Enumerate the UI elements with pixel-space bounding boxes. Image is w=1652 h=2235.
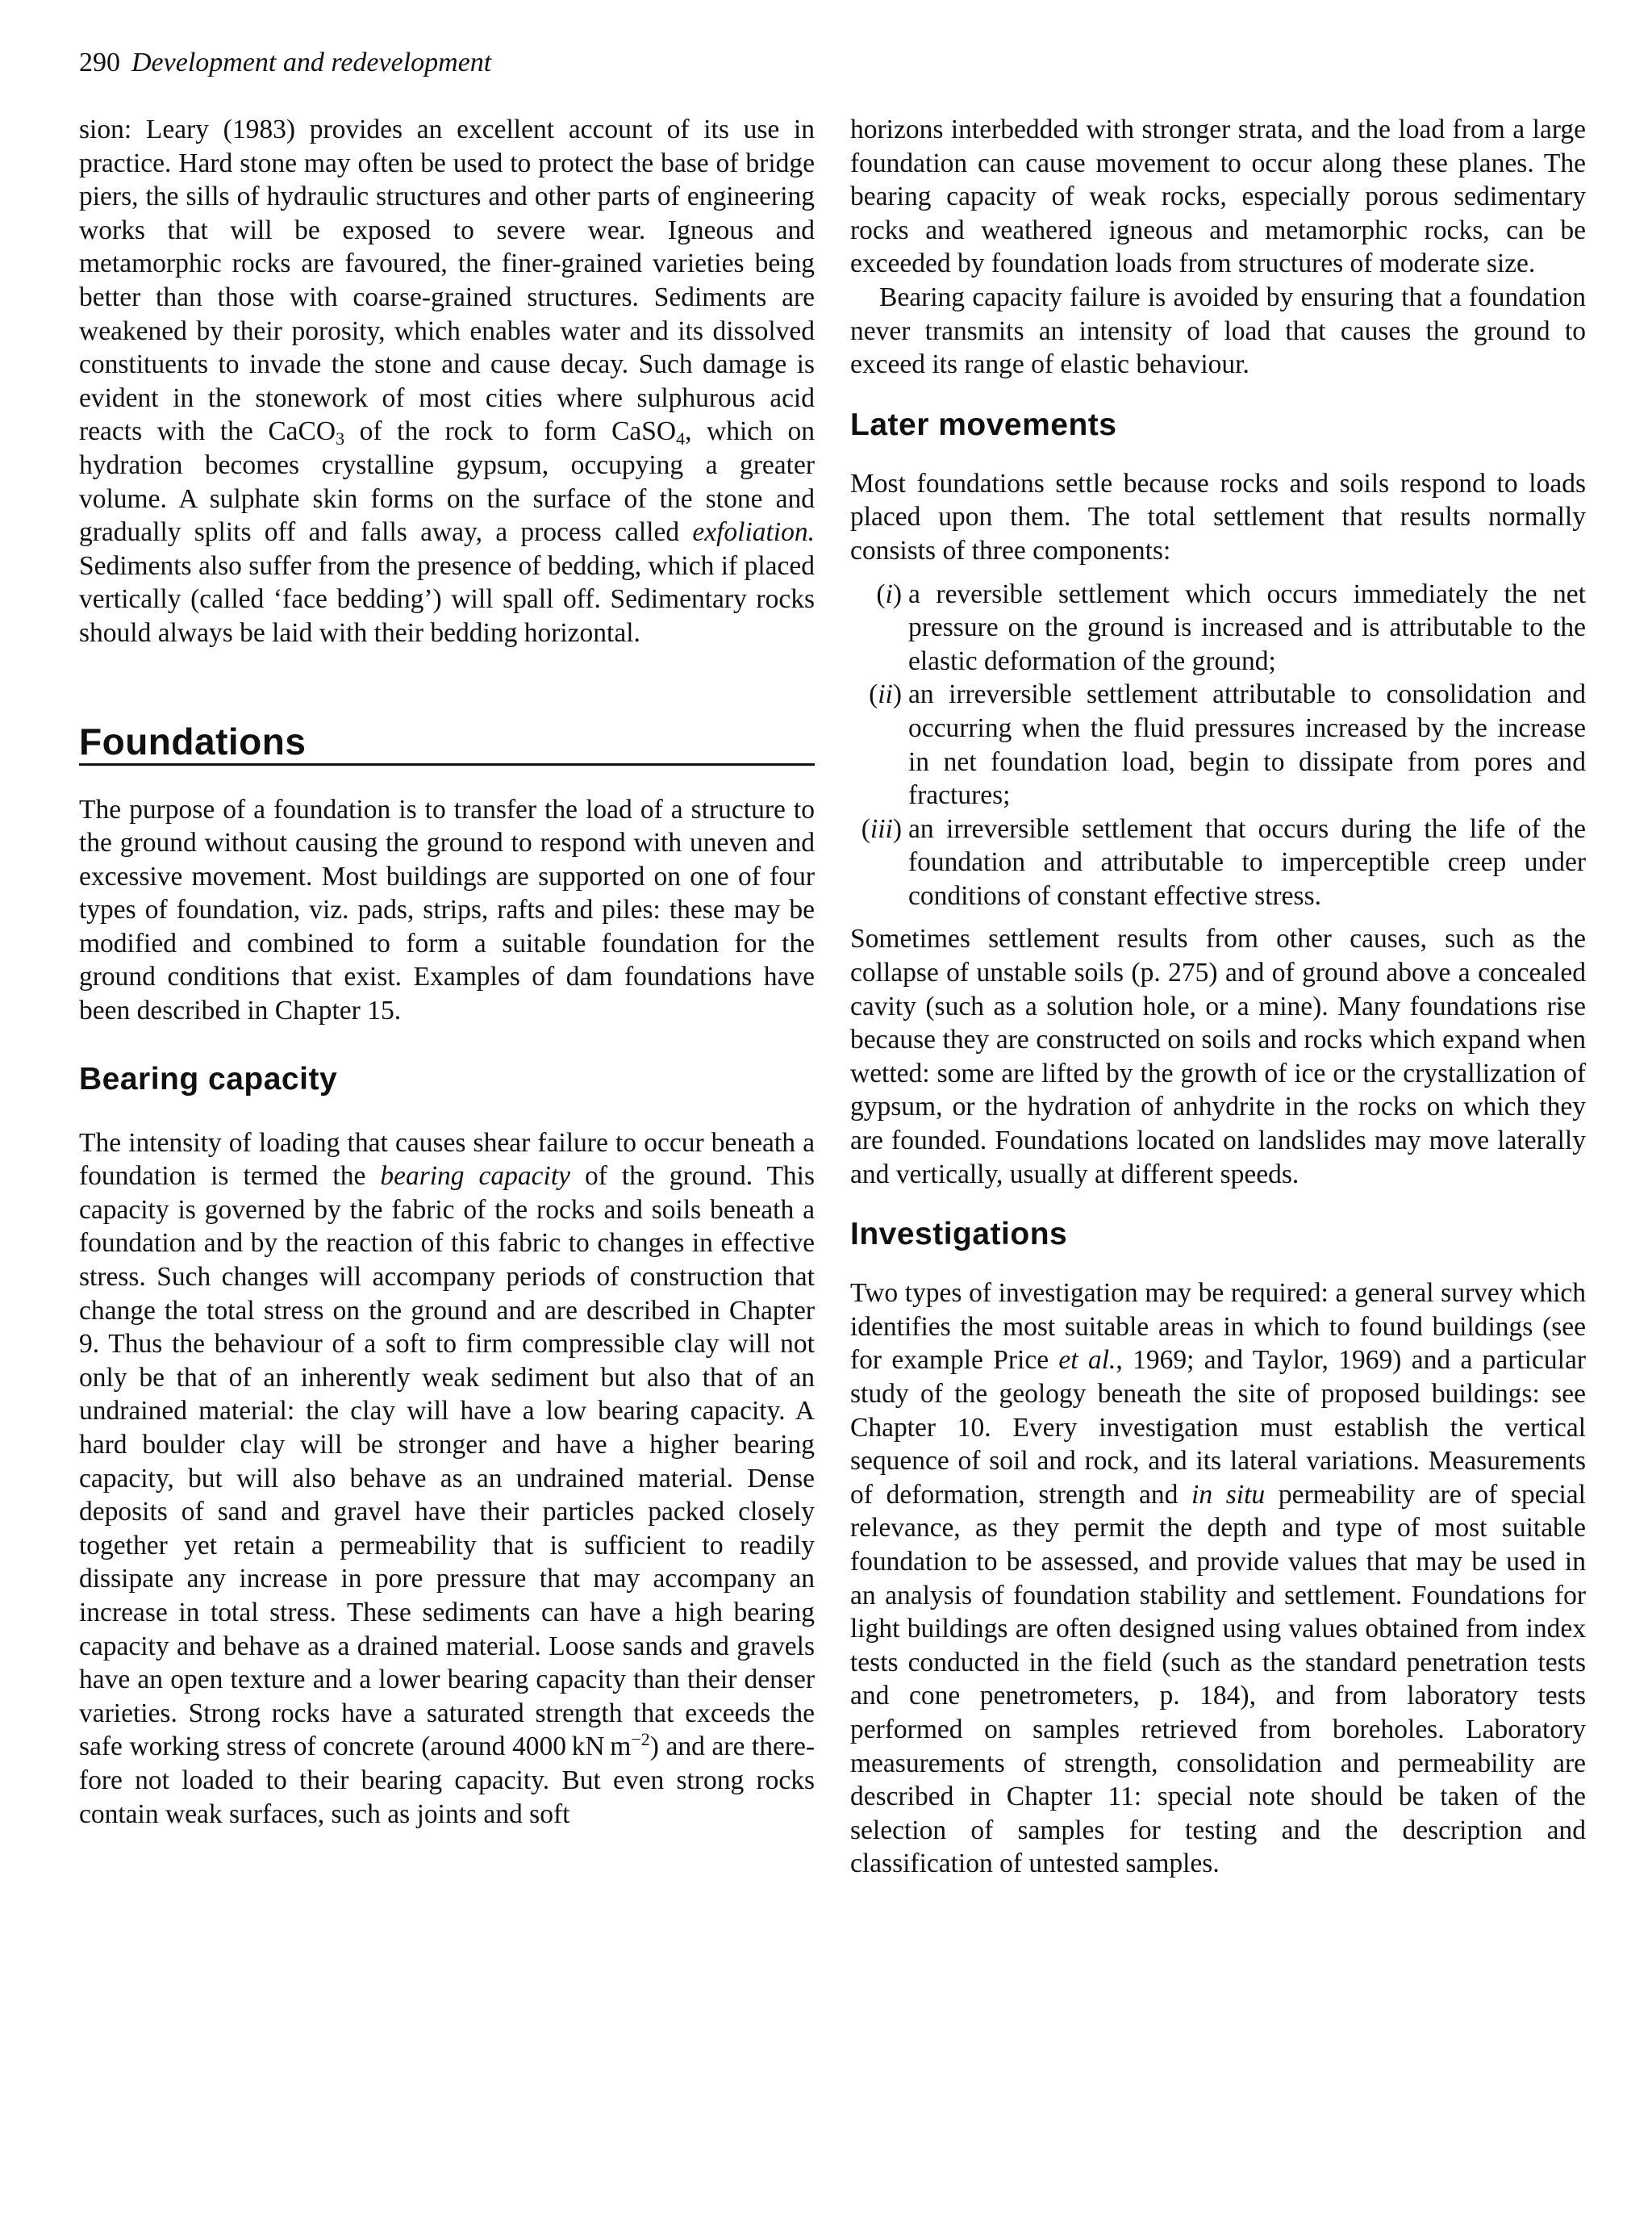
list-numeral: ii xyxy=(878,679,893,710)
text-span: , which on hydration becomes crystalline gypsum, occupying a greater volume. A sulphate skin forms on the surface of the stone and gradually splits off and falls away, a process called xyxy=(79,416,816,548)
superscript: −2 xyxy=(631,1729,650,1750)
paragraph-later-movements: Most foundations settle because rocks and soils respond to loads placed upon them. The total settlement that results normally consists of three components: xyxy=(850,468,1586,566)
list-item-text: a reversible settlement which occurs immediately the net pressure on the ground is increased and is attributable to the elastic deformation of the ground; xyxy=(908,579,1586,676)
page-number: 290 xyxy=(79,48,120,77)
text-span: permeability are of special relevance, as they permit the depth and type of most suitable foundation to be assessed, and provide values that may be used in an analysis of foundation stability and settlement. Foundations for light buildings are often designed using values obtained from index tests conducted in the field (such as the standard penetration tests and cone penetrometers, p. 184), and from laboratory tests performed on samples retrieved from boreholes. Laboratory measurements of strength, consolidation and permeability are described in Chapter 11: special note should be taken of the selection of samples for testing and the description and classification of untested samples. xyxy=(850,1479,1586,1879)
text-span: The intensity of loading that causes shear failure to occur beneath a foundation is termed the xyxy=(79,1127,815,1192)
text-span: sion: Leary (1983) provides an excellent account of its use in practice. Hard stone may often be used to protect the base of bridge piers, the sills of hydraulic structures and other parts of engineering works that will be exposed to severe wear. Igneous and metamorphic rocks are favoured, the finer-grained varieties being better than those with coarse-grained structures. Sediments are weakened by their porosity, which enables water and its dissolved constituents to invade the stone and cause decay. Such damage is evident in the stonework of most cities where sulphurous acid reacts with the CaCO xyxy=(79,115,815,447)
paragraph-bearing-capacity xyxy=(79,1126,815,1831)
paragraph-other-settlement: Sometimes settlement results from other causes, such as the collapse of unstable soils (p. 275) and of ground above a concealed cavity (such as a solution hole, or a mine). Many foundations rise because they are constructed on soils and rocks which expand when wetted: some are lifted by the growth of ice or the crystallization of gypsum, or the hydration of anhydrite in the rocks on which they are founded. Foundations located on landslides may move laterally and vertically, usually at different speeds. xyxy=(850,924,1586,1189)
subscript: 3 xyxy=(336,428,345,449)
running-head xyxy=(79,47,491,79)
text-span: Sediments also suffer from the presence of bedding, which if placed vertically (called ‘face bedding’) will spall off. Sedimentary rocks should always be laid with their bedding horizontal. xyxy=(79,550,815,648)
term-et-al: et al. xyxy=(1058,1345,1116,1376)
subsection-heading-later-movements: Later movements xyxy=(850,407,1117,442)
list-numeral: i xyxy=(885,579,893,609)
paragraph-foundations: The purpose of a foundation is to transfer the load of a structure to the ground without causing the ground to respond with uneven and excessive movement. Most buildings are supported on one of four types of foundation, viz. pads, strips, rafts and piles: these may be modified and combined to form a suitable foundation for the ground conditions that exist. Examples of dam foundations have been described in Chapter 15. xyxy=(79,794,815,1026)
list-number: (ii) xyxy=(869,679,902,710)
term-bearing-capacity: bearing capacity xyxy=(380,1161,571,1192)
list-number: (iii) xyxy=(861,813,902,844)
left-column xyxy=(79,113,815,1831)
text-span: ) and are therefore not loaded to their bearing capacity. But even strong rocks contain weak surfaces, such as joints and soft xyxy=(79,1732,815,1829)
term-exfoliation: exfoliation. xyxy=(692,517,815,548)
list-numeral: iii xyxy=(870,813,893,844)
section-heading-foundations: Foundations xyxy=(79,720,307,762)
text-span: Two types of investigation may be required: a general survey which identifies the most suitable areas in which to found buildings (see for example Price xyxy=(850,1278,1586,1376)
paragraph-investigations xyxy=(850,1276,1586,1881)
text-span: of the ground. This capacity is governed by the fabric of the rocks and soils beneath a foundation and by the reaction of this fabric to changes in effective stress. Such changes will accompany periods of construction that change the total stress on the ground and are described in Chapter 9. Thus the behaviour of a soft to firm compressible clay will not only be that of an inherently weak sediment but also that of an undrained material: the clay will have a low bearing capacity. A hard boulder clay will be stronger and have a higher bearing capacity, but will also behave as an undrained material. Dense deposits of sand and gravel have their particles packed closely together yet retain a permeability that is sufficient to readily dissipate any increase in pore pressure that may accompany an increase in total stress. These sediments can have a high bearing capacity and behave as a drained material. Loose sands and gravels have an open texture and a lower bearing capacity than their denser varieties. Strong rocks have a saturated strength that exceeds the safe working stress of concrete (around 4000 kN m xyxy=(79,1161,815,1762)
text-span: of the rock to form CaSO xyxy=(344,416,677,447)
paragraph-weak-horizons: horizons interbedded with stronger strata, and the load from a large foundation can cause movement to occur along these planes. The bearing capacity of weak rocks, especially porous sedimentary rocks and weathered igneous and metamorphic rocks, can be exceeded by foundation loads from structures of moderate size. xyxy=(850,115,1586,279)
subscript: 4 xyxy=(676,428,686,449)
list-item-text: an irreversible settlement that occurs during the life of the foundation and attributable to imperceptible creep under conditions of constant effective stress. xyxy=(908,813,1586,911)
right-column xyxy=(850,113,1586,1881)
paragraph-bearing-failure: Bearing capacity failure is avoided by ensuring that a foundation never transmits an intensity of load that causes the ground to exceed its range of elastic behaviour. xyxy=(850,282,1586,380)
list-item xyxy=(850,813,1586,913)
text-span: , 1969; and Taylor, 1969) and a particular study of the geology beneath the site of proposed buildings: see Chapter 10. Every investigation must establish the vertical sequence of soil and rock, and its lateral variations. Measurements of deformation, strength and xyxy=(850,1345,1587,1510)
settlement-components-list xyxy=(850,578,1586,913)
list-item xyxy=(850,578,1586,679)
list-item xyxy=(850,678,1586,812)
list-item-text: an irreversible settlement attributable to consolidation and occurring when the fluid pressures increased by the increase in net foundation load, begin to dissipate from pores and fractures; xyxy=(908,679,1586,811)
running-title: Development and redevelopment xyxy=(131,48,492,77)
subsection-heading-investigations: Investigations xyxy=(850,1217,1068,1252)
term-in-situ: in situ xyxy=(1191,1479,1266,1510)
paragraph-stone-weathering xyxy=(79,113,815,650)
list-number: (i) xyxy=(876,579,902,609)
subsection-heading-bearing-capacity: Bearing capacity xyxy=(79,1061,338,1097)
